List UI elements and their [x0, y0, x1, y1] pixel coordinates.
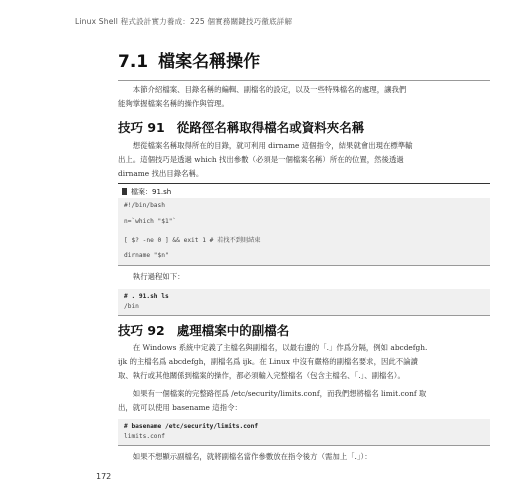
intro-line-2: 能夠掌握檔案名稱的操作與管理。 [118, 99, 229, 108]
code-block-exec [118, 289, 490, 316]
running-header: Linux Shell 程式設計實力養成：225 個實務關鍵技巧徹底詳解 [75, 17, 293, 26]
section-title [118, 47, 490, 81]
section-number: 7.1 [118, 52, 149, 72]
tip-91-number: 技巧 91 [118, 120, 165, 135]
tip-91-line-2: 出上。這個技巧是透過 which 找出參數（必須是一個檔案名稱）所在的位置，然後透過 [118, 155, 404, 164]
code-caption-text: 檔案：91.sh [131, 188, 172, 196]
tip-92-p1-line-1: 在 Windows 系統中定義了主檔名與副檔名，以最右邊的「.」作爲分隔，例如 abcdefgh. [132, 343, 428, 352]
tip-92-p2-line-1: 如果有一個檔案的完整路徑爲 /etc/security/limits.conf，而我們想將檔名 limit.conf 取 [132, 389, 427, 398]
code-line: /bin [124, 303, 139, 310]
code-line: [ $? -ne 0 ] && exit 1 # 若找不到則結束 [124, 237, 261, 244]
file-marker-icon [122, 188, 127, 195]
tip-92-heading [118, 321, 289, 339]
tip-92-p1-line-3: 取、執行或其他關係到檔案的操作，都必須輸入完整檔名（包含主檔名、「.」、副檔名）。 [118, 371, 405, 380]
tip-91-title: 從路徑名稱取得檔名或資料夾名稱 [176, 120, 365, 135]
code-line: # basename /etc/security/limits.conf [124, 423, 259, 430]
code-line: limits.conf [124, 433, 165, 440]
intro-line-1: 本節介紹檔案、目錄名稱的編輯、副檔名的設定，以及一些特殊檔名的處理，讓我們 [132, 85, 407, 94]
code-block-91 [118, 198, 490, 266]
tip-92-p2-line-2: 出，就可以使用 basename 這指令： [118, 403, 242, 412]
tip-92-number: 技巧 92 [118, 323, 165, 338]
code-line: n=`which "$1"` [124, 218, 177, 225]
tip-91-heading [118, 118, 364, 136]
code-line: dirname "$n" [124, 252, 169, 259]
tip-92-title: 處理檔案中的副檔名 [176, 323, 290, 338]
code-line: #!/bin/bash [124, 202, 165, 209]
tip-92-p1-line-2: ijk 的主檔名爲 abcdefgh，副檔名爲 ijk。在 Linux 中沒有嚴格的副檔名要求，因此不論讀 [118, 357, 418, 366]
tip-91-line-1: 想從檔案名稱取得所在的目錄，就可利用 dirname 這個指令，結果就會出現在標準輸 [132, 141, 413, 150]
page-number: 172 [96, 472, 112, 481]
closing-line: 如果不想顯示副檔名，就將副檔名當作參數放在指令後方（需加上「.」）： [132, 452, 372, 461]
code-block-basename [118, 419, 490, 446]
exec-label: 執行過程如下： [132, 272, 185, 281]
tip-91-line-3: dirname 找出目錄名稱。 [118, 169, 204, 178]
section-title-text: 檔案名稱操作 [158, 52, 261, 72]
code-line: # . 91.sh ls [124, 293, 169, 300]
